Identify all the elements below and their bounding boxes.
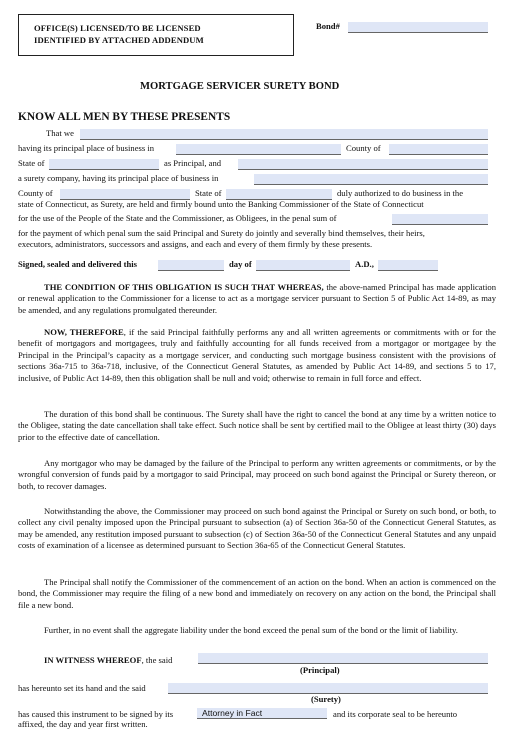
further-text: Further, in no event shall the aggregate liability under the bond exceed the penal sum of the bond or the limit of liability. [44,625,458,635]
executors-text: executors, administrators, successors and assigns, and each and every of them firmly by these presents. [18,239,373,249]
day-of-label: day of [229,259,252,269]
for-use-text: for the use of the People of the State and the Commissioner, as Obligees, in the penal sum of [18,213,337,223]
principal-signature-field[interactable] [198,653,488,664]
principal-state-field[interactable] [49,159,159,170]
county-label-2: County of [18,188,53,198]
mortgagor-text: Any mortgagor who may be damaged by the failure of the Principal to perform any written agreements or commitments, or by the wrongful conversion of funds paid by a mortgagor to said Principal, may proceed on such bond against the Principal or Surety thereon, or both, to recover damages. [18,458,496,491]
surety-signature-field[interactable] [168,683,488,694]
state-label: State of [18,158,45,168]
ad-label: A.D., [355,259,374,269]
witness-rest: , the said [141,655,173,665]
mortgagor-paragraph [18,458,496,492]
document-title: MORTGAGE SERVICER SURETY BOND [140,81,340,92]
now-therefore-lead: NOW, THEREFORE [44,327,124,337]
notify-paragraph [18,577,496,611]
hereunto-text: has hereunto set its hand and the said [18,683,146,693]
now-therefore-text: , if the said Principal faithfully performs any and all written agreements or commitments with or for the benefit of mortgagors and mortgagees, truly and faithfully accounting for all funds received from a mortgagor or mortgagee by the Principal in the Principal’s capacity as a mortgage servicer, and conducting such mortgage business consistent with the provisions of sections 36a-715 to 36a-718, inclusive, of the Connecticut General Statutes, as amended by Public Act 14-89, and sections 5 to 17, inclusive, of Public Act 14-89, then this obligation shall be null and void; otherwise to remain in full force and effect. [18,327,496,383]
duly-authorized-text: duly authorized to do business in the [337,188,464,198]
office-box [18,14,294,56]
signer-title-value: Attorney in Fact [202,708,263,718]
condition-paragraph [18,282,496,316]
state-label-2: State of [195,188,222,198]
know-all-heading: KNOW ALL MEN BY THESE PRESENTS [18,111,231,123]
corporate-seal-text: and its corporate seal to be hereunto [333,709,458,719]
having-principal-label: having its principal place of business in [18,143,155,153]
state-ct-text: state of Connecticut, as Surety, are held and firmly bound unto the Banking Commissioner of the State of Connecticut [18,199,424,209]
affixed-text: affixed, the day and year first written. [18,719,148,729]
signed-day-field[interactable] [158,260,224,271]
witness-line [44,655,172,666]
witness-lead: IN WITNESS WHEREOF [44,655,142,665]
duration-text: The duration of this bond shall be continuous. The Surety shall have the right to cancel the bond at any time by a written notice to the Obligee, stating the date cancellation shall take effect. Such notice shall be sent by certified mail to the Obligee at least thirty (30) days prior to the effective date of cancellation. [18,409,496,442]
further-paragraph [18,625,496,636]
signed-month-field[interactable] [256,260,350,271]
notwithstanding-text: Notwithstanding the above, the Commissioner may proceed on such bond against the Principal or Surety on such bond, or both, to collect any civil penalty imposed upon the Principal pursuant to subsection (a) of Section 36a-50 of the Connecticut General Statutes, as may be amended, any restitution imposed pursuant to subsection (c) of Section 36a-50 of the Connecticut General Statutes and any unpaid costs of examination of a licensee as determined pursuant to Section 36a-65 of the Connecticut General Statutes. [18,506,496,551]
bond-number-field[interactable] [348,22,488,33]
office-line-2: IDENTIFIED BY ATTACHED ADDENDUM [34,35,204,45]
for-payment-text: for the payment of which penal sum the said Principal and Surety do jointly and severally bind themselves, their heirs, [18,228,425,238]
signer-title-field[interactable] [197,708,327,719]
surety-caption: (Surety) [311,694,341,704]
caused-text: has caused this instrument to be signed by its [18,709,174,719]
penal-sum-field[interactable] [392,214,488,225]
signed-year-field[interactable] [378,260,438,271]
notify-text: The Principal shall notify the Commissioner of the commencement of an action on the bond. When an action is commenced on the bond, the Commissioner may require the filing of a new bond and immediately on recovery on any action on the bond, the Principal shall file a new bond. [18,577,496,610]
duration-paragraph [18,409,496,443]
bond-number-label: Bond# [316,21,340,31]
office-line-1: OFFICE(S) LICENSED/TO BE LICENSED [34,23,201,33]
condition-lead: THE CONDITION OF THIS OBLIGATION IS SUCH THAT WHEREAS, [44,282,324,292]
notwithstanding-paragraph [18,506,496,552]
as-principal-label: as Principal, and [164,158,222,168]
that-we-label: That we [46,128,74,138]
condition-text: the above-named Principal has made application or renewal application to the Commissioner for a license to act as a mortgage servicer pursuant to Section 5 of Public Act 14-89, as may be amended, and any regulations promulgated thereunder. [18,282,496,315]
principal-name-field[interactable] [80,129,488,140]
principal-county-field[interactable] [389,144,488,155]
principal-city-field[interactable] [176,144,341,155]
now-therefore-paragraph [18,327,496,384]
principal-caption: (Principal) [300,665,340,675]
surety-city-field[interactable] [254,174,488,185]
surety-company-label: a surety company, having its principal place of business in [18,173,219,183]
county-label: County of [346,143,381,153]
surety-name-field[interactable] [238,159,488,170]
signed-label: Signed, sealed and delivered this [18,259,137,269]
